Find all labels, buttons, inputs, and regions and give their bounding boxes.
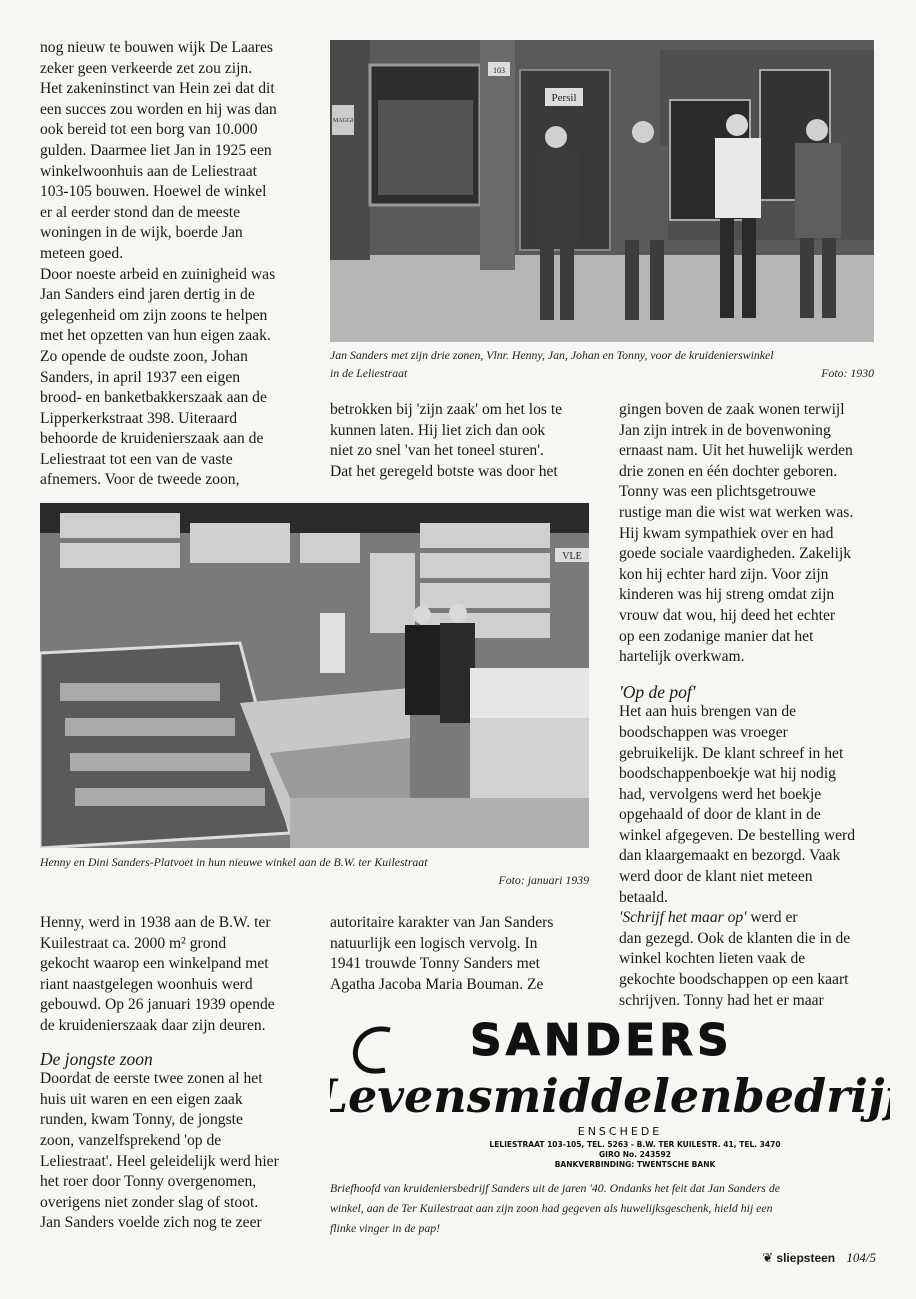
column-1-jongste-zoon-text: [40, 1069, 310, 1234]
column-2-middle-text: [330, 400, 600, 482]
photo-2-caption-line: Henny en Dini Sanders-Platvoet in hun nieuwe winkel aan de B.W. ter Kuilestraat: [40, 855, 428, 869]
text-line: behoorde de kruidenierszaak aan de: [40, 430, 264, 448]
text-line: autoritaire karakter van Jan Sanders: [330, 914, 554, 931]
op-de-pof-text-a: [619, 702, 889, 908]
text-line: gingen boven de zaak wonen terwijl: [619, 401, 845, 418]
text-line: het roer door Tonny overgenomen,: [40, 1173, 257, 1191]
column-1-bottom-text: [40, 913, 310, 1234]
text-line: op een zodanige manier dat het: [619, 627, 814, 645]
text-line: gekocht waarop een winkelpand met: [40, 955, 269, 973]
letterhead-caption-line: winkel, aan de Ter Kuilestraat aan zijn zoon had gegeven als huwelijksgeschenk, hield hij een: [330, 1201, 773, 1215]
text-line: gebouwd. Op 26 januari 1939 opende: [40, 996, 275, 1014]
text-line: Leliestraat tot een van de vaste: [40, 450, 233, 468]
footer-page-number: 104/5: [846, 1250, 876, 1265]
text-line: rustige man die wist wat werken was.: [619, 503, 854, 521]
text-line: opgehaald of door de klant in de: [619, 806, 821, 824]
text-line: Leliestraat'. Heel geleidelijk werd hier: [40, 1152, 279, 1170]
text-line: werd door de klant niet meteen: [619, 868, 813, 886]
column-3-top-text: [619, 400, 889, 668]
text-line: gekochte boodschappen op een kaart: [619, 971, 849, 989]
op-de-pof-text-b: [619, 929, 889, 1011]
text-line: huis uit waren en een eigen zaak: [40, 1090, 243, 1108]
letterhead-caption-line: flinke vinger in de pap!: [330, 1221, 441, 1235]
text-line: Agatha Jacoba Maria Bouman. Ze: [330, 975, 544, 993]
text-line: zeker geen verkeerde zet zou zijn.: [40, 59, 253, 77]
text-line: gelegenheid om zijn zoons te helpen: [40, 306, 268, 324]
text-line: betrokken bij 'zijn zaak' om het los te: [330, 401, 563, 418]
text-line: Dat het geregeld botste was door het: [330, 462, 558, 480]
text-line: Jan Sanders voelde zich nog te zeer: [40, 1214, 262, 1232]
text-line: Jan Sanders eind jaren dertig in de: [40, 286, 255, 304]
text-line: Doordat de eerste twee zonen al het: [40, 1070, 263, 1088]
sign-persil: Persil: [551, 92, 577, 104]
text-line: Hij kwam sympathiek over en had: [619, 524, 834, 542]
text-line: had, vervolgens werd het boekje: [619, 785, 822, 803]
pof-quote: 'Schrijf het maar op': [619, 909, 747, 927]
photo-shop-interior-1939: [40, 503, 589, 848]
text-line: Jan zijn intrek in de bovenwoning: [619, 421, 831, 439]
text-line: vrouw dat wou, hij deed het echter: [619, 606, 836, 624]
text-line: afnemers. Voor de tweede zoon,: [40, 471, 240, 489]
text-line: dan gezegd. Ook de klanten die in de: [619, 929, 851, 947]
column-2-bottom-text: [330, 913, 600, 995]
text-line: boodschappenboekje wat hij nodig: [619, 765, 836, 783]
photo-1-caption-line-1: Jan Sanders met zijn drie zonen, Vlnr. Henny, Jan, Johan en Tonny, voor de kruidenierswinkel: [330, 348, 774, 362]
op-de-pof-quote-line: [619, 908, 889, 929]
text-line: meteen goed.: [40, 244, 124, 262]
letterhead-business: Levensmiddelenbedrijf: [330, 1069, 890, 1123]
letterhead-address: LELIESTRAAT 103-105, TEL. 5263 - B.W. TER KUILESTR. 41, TEL. 3470: [489, 1140, 781, 1149]
text-line: zoon, vanzelfsprekend 'op de: [40, 1131, 222, 1149]
text-line: schrijven. Tonny had het er maar: [619, 991, 824, 1009]
letterhead-name: SANDERS: [470, 1015, 733, 1066]
text-line: riant naastgelegen woonhuis werd: [40, 975, 253, 993]
text-line: ook bereid tot een borg van 10.000: [40, 121, 258, 139]
sign-shelf-label: VLE: [562, 551, 582, 562]
text-line: natuurlijk een logisch vervolg. In: [330, 934, 538, 952]
heading-de-jongste-zoon: De jongste zoon: [40, 1048, 153, 1069]
text-line: niet zo snel 'van het toneel sturen'.: [330, 442, 544, 460]
letterhead-sanders: [330, 1000, 890, 1176]
text-line: boodschappen was vroeger: [619, 723, 788, 741]
text-line: Door noeste arbeid en zuinigheid was: [40, 265, 276, 283]
text-line: winkel afgegeven. De bestelling werd: [619, 826, 855, 844]
text-line: winkel kochten lieten vaak de: [619, 950, 806, 968]
photo-1-caption-line-2: in de Leliestraat: [330, 366, 408, 380]
photo-1-caption: [330, 346, 874, 382]
column-3-text: [619, 400, 889, 1011]
text-line: Kuilestraat ca. 2000 m² grond: [40, 934, 227, 952]
text-line: Het aan huis brengen van de: [619, 703, 797, 721]
text-line: gebruikelijk. De klant schreef in het: [619, 744, 844, 762]
letterhead-giro: GIRO No. 243592: [599, 1150, 671, 1159]
footer-brand: sliepsteen: [776, 1251, 836, 1265]
pof-after-quote: werd er: [746, 909, 798, 927]
text-line: nog nieuw te bouwen wijk De Laares: [40, 39, 273, 56]
text-line: Henny, werd in 1938 aan de B.W. ter: [40, 914, 271, 931]
text-line: kon hij echter hard zijn. Voor zijn: [619, 565, 829, 583]
text-line: kinderen was hij streng omdat zijn: [619, 586, 835, 604]
photo-1-credit: Foto: 1930: [821, 366, 874, 380]
text-line: brood- en banketbakkerszaak aan de: [40, 389, 267, 407]
text-line: drie zonen en één dochter geboren.: [619, 462, 838, 480]
text-line: betaald.: [619, 888, 668, 906]
text-line: de kruidenierszaak daar zijn deuren.: [40, 1016, 266, 1034]
text-line: hartelijk overkwam.: [619, 648, 745, 666]
sign-house-number: 103: [493, 66, 505, 75]
photo-2-caption: [40, 853, 589, 889]
leaf-icon: ❦: [762, 1250, 774, 1265]
text-line: kunnen laten. Hij liet zich dan ook: [330, 421, 546, 439]
text-line: met het opzetten van hun eigen zaak.: [40, 327, 271, 345]
letterhead-caption-line: Briefhoofd van kruideniersbedrijf Sanders uit de jaren '40. Ondanks het feit dat Jan Sanders de: [330, 1181, 780, 1195]
heading-op-de-pof: 'Op de pof': [619, 681, 696, 702]
text-line: Lipperkerkstraat 398. Uiteraard: [40, 409, 238, 427]
letterhead-caption: [330, 1178, 890, 1238]
text-line: dan klaargemaakt en bezorgd. Vaak: [619, 847, 841, 865]
column-1-top-text: [40, 38, 310, 491]
text-line: Tonny was een plichtsgetrouwe: [619, 483, 816, 501]
letterhead-city: ENSCHEDE: [577, 1125, 663, 1138]
text-line: een succes zou worden en hij was dan: [40, 100, 277, 118]
text-line: winkelwoonhuis aan de Leliestraat: [40, 162, 257, 180]
text-line: Sanders, in april 1937 een eigen: [40, 368, 241, 386]
text-line: runden, kwam Tonny, de jongste: [40, 1111, 243, 1129]
text-line: Het zakeninstinct van Hein zei dat dit: [40, 80, 275, 98]
text-line: er al eerder stond dan de meeste: [40, 203, 241, 221]
text-line: goede sociale vaardigheden. Zakelijk: [619, 545, 852, 563]
letterhead-bank: BANKVERBINDING: TWENTSCHE BANK: [554, 1160, 716, 1169]
page-footer: [762, 1250, 876, 1266]
column-1-henny-text: [40, 913, 310, 1037]
text-line: 1941 trouwde Tonny Sanders met: [330, 955, 540, 973]
text-line: overigens niet zonder slag of stoot.: [40, 1193, 259, 1211]
text-line: ernaast nam. Uit het huwelijk werden: [619, 442, 853, 460]
sign-maggi: MAGGI: [332, 118, 354, 124]
photo-shopfront-1930: [330, 40, 874, 342]
text-line: 103-105 bouwen. Hoewel de winkel: [40, 183, 267, 201]
text-line: Zo opende de oudste zoon, Johan: [40, 347, 248, 365]
text-line: woningen in de wijk, boerde Jan: [40, 224, 243, 242]
text-line: gulden. Daarmee liet Jan in 1925 een: [40, 141, 272, 159]
photo-2-credit: Foto: januari 1939: [498, 873, 589, 887]
